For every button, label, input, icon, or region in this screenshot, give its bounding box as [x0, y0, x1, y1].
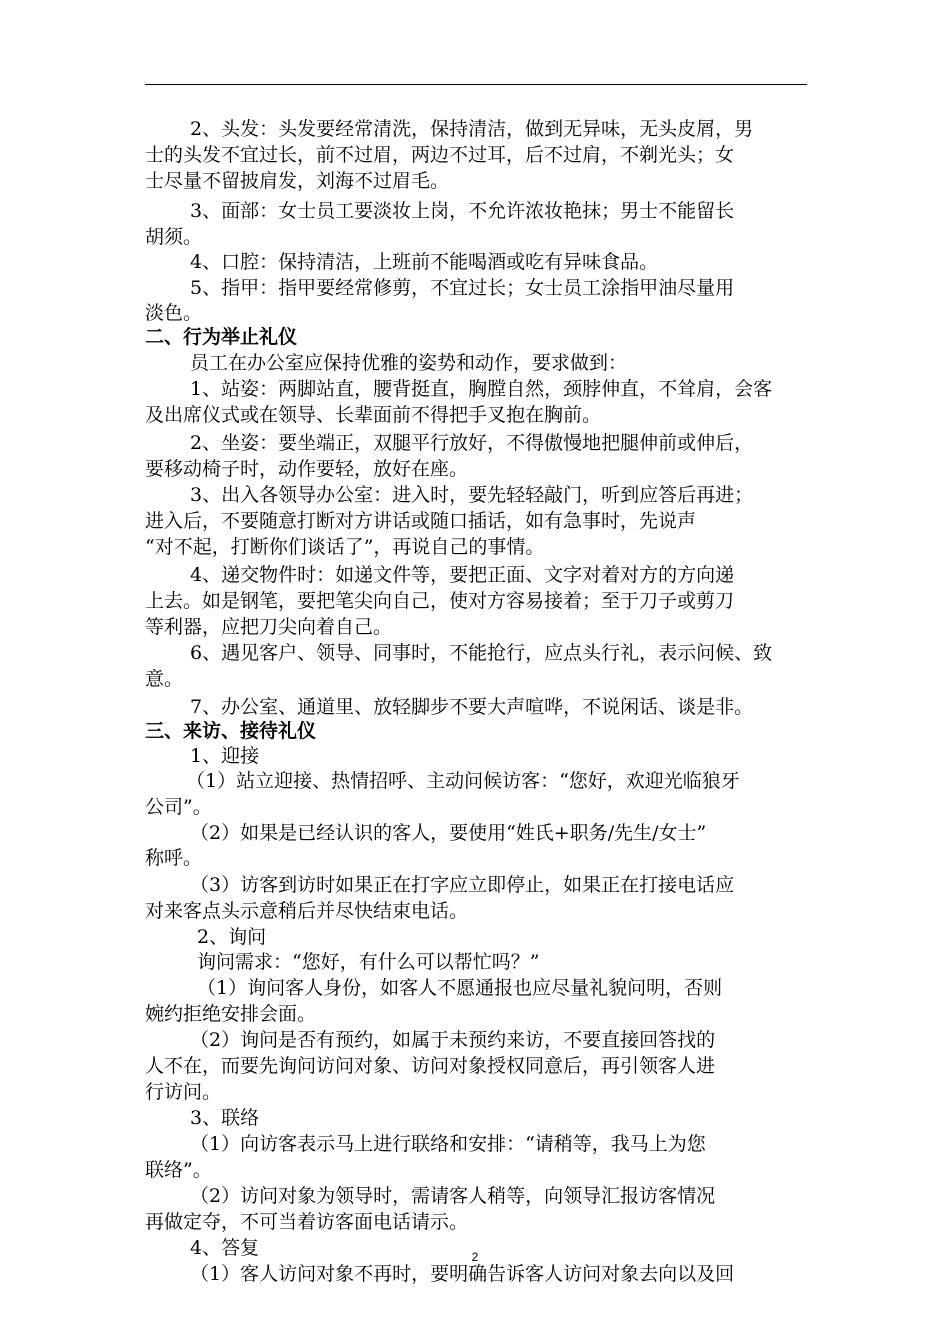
text-line: 淡色。 [145, 302, 203, 324]
text-line: （1）站立迎接、热情招呼、主动问候访客：“您好，欢迎光临狼牙 [186, 770, 740, 792]
text-line: 再做定夺，不可当着访客面电话请示。 [145, 1211, 469, 1233]
text-line: 联络”。 [145, 1159, 212, 1181]
text-line: 2、坐姿：要坐端正，双腿平行放好，不得傲慢地把腿伸前或伸后， [190, 432, 754, 454]
text-line: （2）询问是否有预约，如属于未预约来访，不要直接回答找的 [190, 1029, 716, 1051]
text-line: 7、办公室、通道里、放轻脚步不要大声喧哗，不说闲话、谈是非。 [190, 696, 754, 718]
text-line: 3、出入各领导办公室：进入时，要先轻轻敲门，听到应答后再进； [190, 484, 754, 506]
text-line: 6、遇见客户、领导、同事时，不能抢行，应点头行礼，表示问候、致 [190, 642, 773, 664]
text-line: 对来客点头示意稍后并尽快结束电话。 [145, 900, 469, 922]
text-line: 等利器，应把刀尖向着自己。 [145, 616, 393, 638]
text-line: 胡须。 [145, 226, 203, 248]
text-line: 3、联络 [190, 1107, 260, 1129]
text-line: 及出席仪式或在领导、长辈面前不得把手叉抱在胸前。 [145, 404, 602, 426]
text-line: 称呼。 [145, 847, 203, 869]
header-rule [145, 84, 807, 85]
text-line: 3、面部：女士员工要淡妆上岗，不允许浓妆艳抹；男士不能留长 [190, 200, 735, 222]
text-line: 要移动椅子时，动作要轻，放好在座。 [145, 458, 469, 480]
text-line: 上去。如是钢笔，要把笔尖向自己，使对方容易接着；至于刀子或剪刀 [145, 590, 735, 612]
text-line: 员工在办公室应保持优雅的姿势和动作，要求做到： [190, 352, 628, 374]
text-line: 行访问。 [145, 1081, 222, 1103]
text-line: 2、询问 [197, 926, 267, 948]
text-line: 询问需求：“您好，有什么可以帮忙吗？” [197, 951, 540, 973]
section-heading: 二、行为举止礼仪 [145, 326, 298, 348]
text-line: 1、站姿：两脚站直，腰背挺直，胸膛自然，颈脖伸直，不耸肩，会客 [190, 378, 773, 400]
page-number: 2 [471, 1250, 479, 1264]
section-heading: 三、来访、接待礼仪 [145, 720, 317, 742]
text-line: 公司”。 [145, 796, 212, 818]
text-line: （3）访客到访时如果正在打字应立即停止，如果正在打接电话应 [190, 874, 735, 896]
text-line: “对不起，打断你们谈话了”，再说自己的事情。 [145, 536, 545, 558]
text-line: 士尽量不留披肩发，刘海不过眉毛。 [145, 170, 450, 192]
text-line: 1、迎接 [190, 745, 260, 767]
text-line: 进入后，不要随意打断对方讲话或随口插话，如有急事时，先说声 [145, 510, 697, 532]
text-line: （2）如果是已经认识的客人，要使用“姓氏+职务/先生/女士” [190, 822, 707, 844]
text-line: 4、口腔：保持清洁，上班前不能喝酒或吃有异味食品。 [190, 251, 659, 273]
text-line: 5、指甲：指甲要经常修剪，不宜过长；女士员工涂指甲油尽量用 [190, 277, 735, 299]
text-line: 人不在，而要先询问访问对象、访问对象授权同意后，再引领客人进 [145, 1055, 716, 1077]
text-line: （1）向访客表示马上进行联络和安排：“请稍等，我马上为您 [190, 1133, 706, 1155]
text-line: 士的头发不宜过长，前不过眉，两边不过耳，后不过肩，不剃光头；女 [145, 144, 735, 166]
text-line: 意。 [145, 668, 184, 690]
text-line: 2、头发：头发要经常清洗，保持清洁，做到无异味，无头皮屑，男 [190, 118, 754, 140]
text-line: （1）客人访问对象不再时，要明确告诉客人访问对象去向以及回 [190, 1263, 735, 1285]
text-line: 婉约拒绝安排会面。 [145, 1003, 317, 1025]
text-line: 4、递交物件时：如递文件等，要把正面、文字对着对方的方向递 [190, 564, 735, 586]
text-line: （2）访问对象为领导时，需请客人稍等，向领导汇报访客情况 [190, 1185, 716, 1207]
text-line: （1）询问客人身份，如客人不愿通报也应尽量礼貌问明，否则 [197, 977, 723, 999]
text-line: 4、答复 [190, 1237, 260, 1259]
